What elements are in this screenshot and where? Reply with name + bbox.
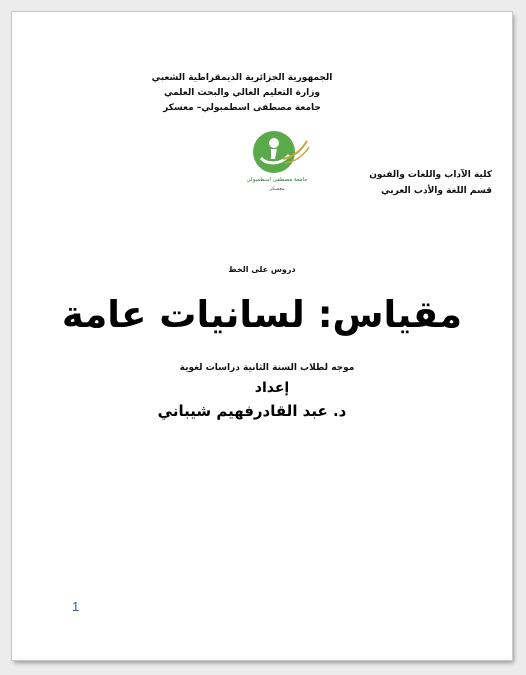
- page-number: 1: [72, 599, 80, 614]
- logo-city: معسكر: [269, 186, 285, 192]
- header-line-university: جامعة مصطفى اسطمبولي– معسكر: [163, 103, 321, 113]
- ministry-header: [142, 71, 342, 116]
- header-line-ministry: وزارة التعليم العالي والبحث العلمي: [163, 88, 321, 98]
- header-line-republic: الجمهورية الجزائرية الديمقراطية الشعبي: [151, 73, 333, 83]
- prepared-by-label: إعداد: [254, 380, 290, 396]
- university-logo: [247, 125, 315, 197]
- document-page: [12, 12, 512, 660]
- document-title: مقياس: لسانيات عامة: [61, 293, 463, 336]
- author-name: د. عبد القادرفهيم شيباني: [157, 402, 347, 420]
- audience-line: موجه لطلاب السنة الثانية دراسات لغوية: [179, 363, 355, 373]
- lessons-label: دروس على الخط: [228, 265, 296, 274]
- faculty-header: [322, 167, 492, 199]
- department-line: قسم اللغة والأدب العربي: [381, 186, 492, 196]
- faculty-line: كلية الآداب واللغات والفنون: [369, 170, 492, 180]
- logo-caption: جامعة مصطفى اسطمبولي: [247, 177, 308, 183]
